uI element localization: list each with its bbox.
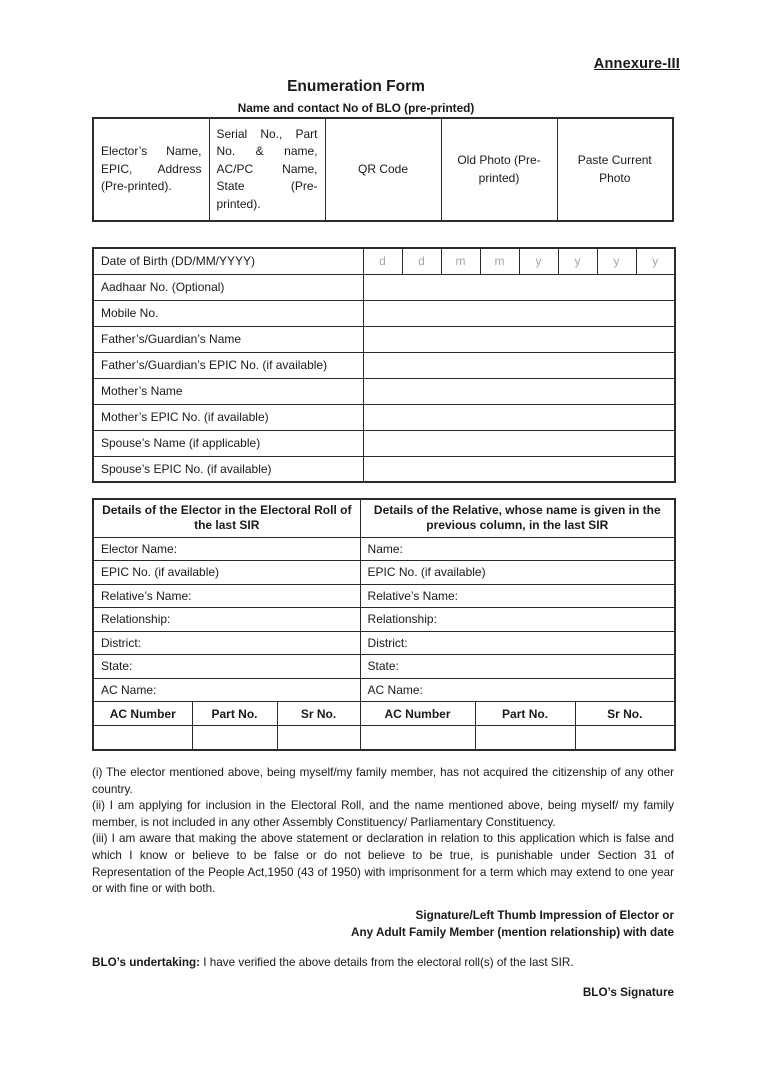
- mobile-value-cell: [363, 300, 675, 326]
- personal-details-table: [92, 247, 676, 483]
- declaration-clause-1: (i) The elector mentioned above, being myself/my family member, has not acquired the citizenship of any other country.: [92, 766, 674, 796]
- spouse-epic-row: [93, 456, 675, 482]
- serial-part-ac-pc-cell: Serial No., Part No. & name, AC/PC Name, State (Pre-printed).: [209, 118, 325, 221]
- mother-name-label: Mother’s Name: [93, 378, 363, 404]
- father-name-row: [93, 326, 675, 352]
- sir-state-row: [93, 655, 675, 679]
- spouse-name-label: Spouse’s Name (if applicable): [93, 430, 363, 456]
- mobile-label: Mobile No.: [93, 300, 363, 326]
- mother-name-value-cell: [363, 378, 675, 404]
- mother-epic-label: Mother’s EPIC No. (if available): [93, 404, 363, 430]
- declaration-block: [92, 765, 674, 898]
- dob-day2-cell: d: [402, 248, 441, 274]
- elector-relationship-label: Relationship:: [93, 608, 360, 632]
- annexure-label: Annexure-III: [593, 56, 680, 72]
- dob-year3-cell: y: [597, 248, 636, 274]
- preprinted-header-table: [92, 117, 674, 222]
- relative-ac-number-cell: [360, 726, 475, 750]
- form-title: Enumeration Form: [287, 78, 425, 95]
- sir-header-row: [93, 499, 675, 537]
- paste-current-photo-cell: Paste Current Photo: [557, 118, 673, 221]
- elector-name-label: Elector Name:: [93, 537, 360, 561]
- sir-relatives-name-row: [93, 584, 675, 608]
- elector-ac-name-label: AC Name:: [93, 678, 360, 702]
- header-table-row: [93, 118, 673, 221]
- relative-part-no-cell: [475, 726, 575, 750]
- dob-day1-cell: d: [363, 248, 402, 274]
- relative-part-no-header: Part No.: [475, 702, 575, 726]
- relative-ac-number-header: AC Number: [360, 702, 475, 726]
- sir-header-elector: Details of the Elector in the Electoral Roll of the last SIR: [93, 499, 360, 537]
- dob-year2-cell: y: [558, 248, 597, 274]
- relative-epic-label: EPIC No. (if available): [360, 561, 675, 585]
- elector-part-no-header: Part No.: [192, 702, 277, 726]
- blo-undertaking-label: BLO’s undertaking:: [92, 956, 201, 969]
- blo-undertaking: [92, 956, 674, 969]
- elector-sr-no-header: Sr No.: [277, 702, 360, 726]
- spouse-epic-value-cell: [363, 456, 675, 482]
- signature-line-2: Any Adult Family Member (mention relationship) with date: [351, 925, 674, 939]
- declaration-clause-2: (ii) I am applying for inclusion in the Electoral Roll, and the name mentioned above, being myself/ my family member, is not included in any other Assembly Constituency/ Parliamentary Constituency.: [92, 799, 674, 829]
- blo-undertaking-text: I have verified the above details from the electoral roll(s) of the last SIR.: [200, 956, 574, 969]
- dob-year1-cell: y: [519, 248, 558, 274]
- ac-number-header-row: [93, 702, 675, 726]
- sir-relationship-row: [93, 608, 675, 632]
- mobile-row: [93, 300, 675, 326]
- spouse-name-value-cell: [363, 430, 675, 456]
- sir-ac-name-row: [93, 678, 675, 702]
- qr-code-cell: QR Code: [325, 118, 441, 221]
- declaration-clause-3: (iii) I am aware that making the above statement or declaration in relation to this application which is false and which I know or believe to be false or do not believe to be true, is punishable under Section 31 of Representation of the People Act,1950 (43 of 1950) with imprisonment for a term which may extend to one year or with fine or with both.: [92, 832, 674, 896]
- father-name-value-cell: [363, 326, 675, 352]
- sir-epic-row: [93, 561, 675, 585]
- elector-sr-no-cell: [277, 726, 360, 750]
- relative-state-label: State:: [360, 655, 675, 679]
- sir-district-row: [93, 631, 675, 655]
- aadhaar-value-cell: [363, 274, 675, 300]
- relative-relatives-name-label: Relative’s Name:: [360, 584, 675, 608]
- mother-epic-row: [93, 404, 675, 430]
- father-name-label: Father’s/Guardian’s Name: [93, 326, 363, 352]
- elector-ac-number-cell: [93, 726, 192, 750]
- old-photo-cell: Old Photo (Pre-printed): [441, 118, 557, 221]
- elector-ac-number-header: AC Number: [93, 702, 192, 726]
- signature-line-1: Signature/Left Thumb Impression of Elector or: [415, 909, 674, 922]
- blo-preprinted-subtitle: Name and contact No of BLO (pre-printed): [237, 101, 475, 115]
- dob-month2-cell: m: [480, 248, 519, 274]
- relative-district-label: District:: [360, 631, 675, 655]
- father-epic-row: [93, 352, 675, 378]
- dob-year4-cell: y: [636, 248, 675, 274]
- father-epic-value-cell: [363, 352, 675, 378]
- elector-epic-label: EPIC No. (if available): [93, 561, 360, 585]
- spouse-epic-label: Spouse’s EPIC No. (if available): [93, 456, 363, 482]
- ac-number-entry-row: [93, 726, 675, 750]
- relative-sr-no-header: Sr No.: [575, 702, 675, 726]
- relative-sr-no-cell: [575, 726, 675, 750]
- father-epic-label: Father’s/Guardian’s EPIC No. (if available): [93, 352, 363, 378]
- dob-month1-cell: m: [441, 248, 480, 274]
- relative-ac-name-label: AC Name:: [360, 678, 675, 702]
- elector-name-epic-address-cell: Elector’s Name, EPIC, Address (Pre-printed).: [93, 118, 209, 221]
- elector-relatives-name-label: Relative’s Name:: [93, 584, 360, 608]
- mother-epic-value-cell: [363, 404, 675, 430]
- aadhaar-row: [93, 274, 675, 300]
- elector-part-no-cell: [192, 726, 277, 750]
- mother-name-row: [93, 378, 675, 404]
- elector-state-label: State:: [93, 655, 360, 679]
- relative-relationship-label: Relationship:: [360, 608, 675, 632]
- sir-name-row: [93, 537, 675, 561]
- relative-name-label: Name:: [360, 537, 675, 561]
- aadhaar-label: Aadhaar No. (Optional): [93, 274, 363, 300]
- spouse-name-row: [93, 430, 675, 456]
- blo-signature-label: BLO’s Signature: [582, 986, 674, 999]
- sir-details-table: [92, 498, 676, 751]
- elector-signature-block: [92, 908, 674, 941]
- dob-label: Date of Birth (DD/MM/YYYY): [93, 248, 363, 274]
- sir-header-relative: Details of the Relative, whose name is given in the previous column, in the last SIR: [360, 499, 675, 537]
- elector-district-label: District:: [93, 631, 360, 655]
- dob-row: [93, 248, 675, 274]
